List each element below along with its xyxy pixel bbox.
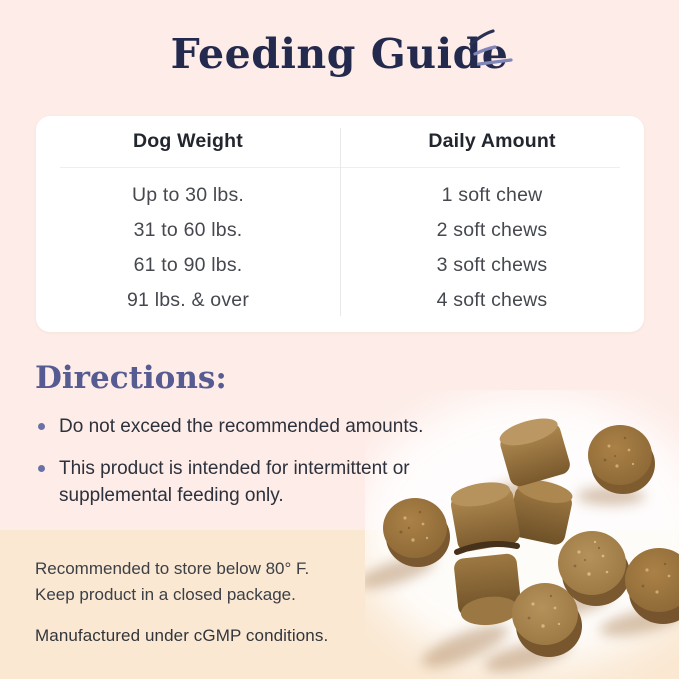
- table-body: [36, 178, 644, 318]
- weight-cell: Up to 30 lbs.: [131, 184, 245, 206]
- weight-cell: 61 to 90 lbs.: [133, 254, 243, 276]
- storage-note-line1: Recommended to store below 80° F.: [35, 559, 310, 578]
- list-item: [38, 455, 436, 509]
- storage-note: [35, 556, 309, 608]
- storage-note-line2: Keep product in a closed package.: [35, 585, 296, 604]
- amount-cell: 4 soft chews: [436, 289, 548, 311]
- page-title: Feeding Guide: [170, 30, 509, 78]
- directions-bullet-list: [38, 413, 436, 524]
- amount-cell: 3 soft chews: [436, 254, 548, 276]
- bullet-text: This product is intended for intermittent or supplemental feeding only.: [59, 458, 410, 506]
- table-row: [36, 283, 644, 318]
- amount-cell: 1 soft chew: [441, 184, 543, 206]
- list-item: [38, 413, 436, 440]
- page-header: [0, 30, 679, 78]
- directions-heading: Directions:: [35, 360, 227, 396]
- table-row: [36, 213, 644, 248]
- table-row: [36, 248, 644, 283]
- feeding-table-card: [36, 116, 644, 332]
- bullet-dot-icon: [38, 465, 45, 472]
- weight-cell: 91 lbs. & over: [126, 289, 250, 311]
- bullet-dot-icon: [38, 423, 45, 430]
- column-header-daily-amount: Daily Amount: [428, 130, 556, 152]
- column-header-dog-weight: Dog Weight: [133, 130, 243, 152]
- table-row: [36, 178, 644, 213]
- amount-cell: 2 soft chews: [436, 219, 548, 241]
- cgmp-note: Manufactured under cGMP conditions.: [35, 626, 329, 645]
- emphasis-strokes-icon: [463, 28, 515, 70]
- weight-cell: 31 to 60 lbs.: [133, 219, 243, 241]
- bullet-text: Do not exceed the recommended amounts.: [59, 416, 424, 437]
